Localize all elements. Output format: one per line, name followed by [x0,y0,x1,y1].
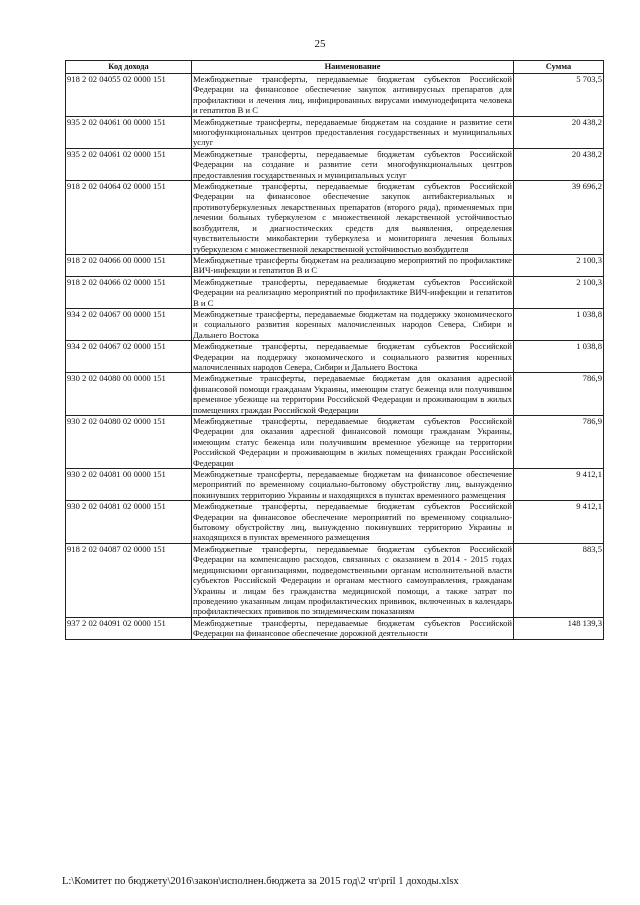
revenue-code: 937 2 02 04091 02 0000 151 [66,617,192,639]
header-name: Наименование [192,61,514,74]
revenue-sum: 786,9 [514,373,604,416]
revenue-sum: 2 100,3 [514,276,604,308]
revenue-name: Межбюджетные трансферты, передаваемые бюджетам субъектов Российской Федерации на реализацию мероприятий по профилактике ВИЧ-инфекции и гепатитов В и С [193,276,512,308]
revenue-name: Межбюджетные трансферты бюджетам на реализацию мероприятий по профилактике ВИЧ-инфекции и гепатитов В и С [193,254,512,276]
revenue-sum: 5 703,5 [514,74,604,117]
revenue-sum: 20 438,2 [514,116,604,148]
revenue-code: 918 2 02 04066 00 0000 151 [66,254,192,276]
revenue-name: Межбюджетные трансферты, передаваемые бюджетам на поддержку экономического и социального развития коренных малочисленных народов Севера, Сибири и Дальнего Востока [193,308,512,340]
revenue-sum: 39 696,2 [514,181,604,255]
revenue-code: 918 2 02 04087 02 0000 151 [66,543,192,617]
revenue-code: 934 2 02 04067 02 0000 151 [66,341,192,373]
revenue-code: 918 2 02 04055 02 0000 151 [66,74,192,117]
revenue-code: 930 2 02 04080 02 0000 151 [66,416,192,469]
file-path-footer: L:\Комитет по бюджету\2016\закон\исполнен.бюджета за 2015 год\2 чт\pril 1 доходы.xlsx [62,876,459,887]
revenue-name: Межбюджетные трансферты, передаваемые бюджетам для оказания адресной финансовой помощи гражданам Украины, имеющим статус беженца или получившим временное убежище на территории Российской Федерации и проживающим в жилых помещениях граждан Российской Федерации [193,373,512,415]
table-row [66,116,604,148]
revenue-sum: 883,5 [514,543,604,617]
revenue-name: Межбюджетные трансферты, передаваемые бюджетам субъектов Российской Федерации на финансовое обеспечение дорожной деятельности [193,617,512,639]
table-row [66,74,604,117]
revenue-name: Межбюджетные трансферты, передаваемые бюджетам субъектов Российской Федерации на финансовое обеспечение закупок антибактериальных и противотуберкулезных лекарственных препаратов (второго ряда), применяемых при лечении больных туберкулезом с множественной лекарственной устойчивостью возбудителя, и диагностических средств для выявления, определения чувствительности микобактерии туберкулеза и мониторинга лечения больных туберкулезом с множественной лекарственной устойчивостью возбудителя [193,181,512,254]
table-row [66,617,604,639]
header-sum: Сумма [514,61,604,74]
table-row [66,501,604,544]
page-number: 25 [314,38,326,50]
table-row [66,416,604,469]
revenue-sum: 9 412,1 [514,469,604,501]
revenue-code: 918 2 02 04064 02 0000 151 [66,181,192,255]
revenue-name: Межбюджетные трансферты, передаваемые бюджетам субъектов Российской Федерации на поддержку экономического и социального развития коренных малочисленных народов Севера, Сибири и Дальнего Востока [193,341,512,372]
revenue-name: Межбюджетные трансферты, передаваемые бюджетам субъектов Российской Федерации на создание и развитие сети многофункциональных центров предоставления государственных и муниципальных услуг [193,148,512,180]
revenue-code: 935 2 02 04061 02 0000 151 [66,148,192,180]
revenue-name: Межбюджетные трансферты, передаваемые бюджетам субъектов Российской Федерации на компенсацию расходов, связанных с оказанием в 2014 - 2015 годах медицинскими организациями, подведомственными органам исполнительной власти субъектов Российской Федерации и органам местного самоуправления, гражданам Украины и лицам без гражданства медицинской помощи, а также затрат по проведению указанным лицам профилактических прививок, включенных в календарь профилактических прививок по эпидемическим показаниям [193,543,512,617]
table-row [66,276,604,308]
revenue-name: Межбюджетные трансферты, передаваемые бюджетам на создание и развитие сети многофункциональных центров предоставления государственных и муниципальных услуг [193,116,512,148]
revenue-name: Межбюджетные трансферты, передаваемые бюджетам на финансовое обеспечение мероприятий по временному социально-бытовому обустройству лиц, вынужденно покинувших территорию Украины и находящихся в пунктах временного размещения [193,469,512,500]
revenue-sum: 786,9 [514,416,604,469]
table-row [66,341,604,373]
revenue-sum: 2 100,3 [514,254,604,276]
table-header-row [66,61,604,74]
table-row [66,543,604,617]
table-row [66,181,604,255]
revenue-name: Межбюджетные трансферты, передаваемые бюджетам субъектов Российской Федерации на финансовое обеспечение закупок антивирусных препаратов для профилактики и лечения лиц, инфицированных вирусами иммунодефицита человека и гепатитов В и С [193,74,512,116]
revenue-name: Межбюджетные трансферты, передаваемые бюджетам субъектов Российской Федерации на финансовое обеспечение мероприятий по временному социально-бытовому обустройству лиц, вынужденно покинувших территорию Украины и находящихся в пунктах временного размещения [193,501,512,543]
header-code: Код дохода [66,61,192,74]
table-row [66,254,604,276]
revenue-code: 935 2 02 04061 00 0000 151 [66,116,192,148]
revenue-sum: 20 438,2 [514,148,604,180]
revenue-sum: 9 412,1 [514,501,604,544]
revenue-sum: 1 038,8 [514,308,604,340]
table-row [66,469,604,501]
revenue-code: 918 2 02 04066 02 0000 151 [66,276,192,308]
table-row [66,308,604,340]
revenue-table [65,60,604,640]
revenue-sum: 148 139,3 [514,617,604,639]
revenue-code: 930 2 02 04080 00 0000 151 [66,373,192,416]
table-row [66,148,604,180]
table-row [66,373,604,416]
revenue-code: 934 2 02 04067 00 0000 151 [66,308,192,340]
revenue-name: Межбюджетные трансферты, передаваемые бюджетам субъектов Российской Федерации для оказания адресной финансовой помощи гражданам Украины, имеющим статус беженца или получившим временное убежище на территории Российской Федерации и проживающим в жилых помещениях граждан Российской Федерации [193,416,512,468]
revenue-code: 930 2 02 04081 02 0000 151 [66,501,192,544]
revenue-code: 930 2 02 04081 00 0000 151 [66,469,192,501]
revenue-sum: 1 038,8 [514,341,604,373]
